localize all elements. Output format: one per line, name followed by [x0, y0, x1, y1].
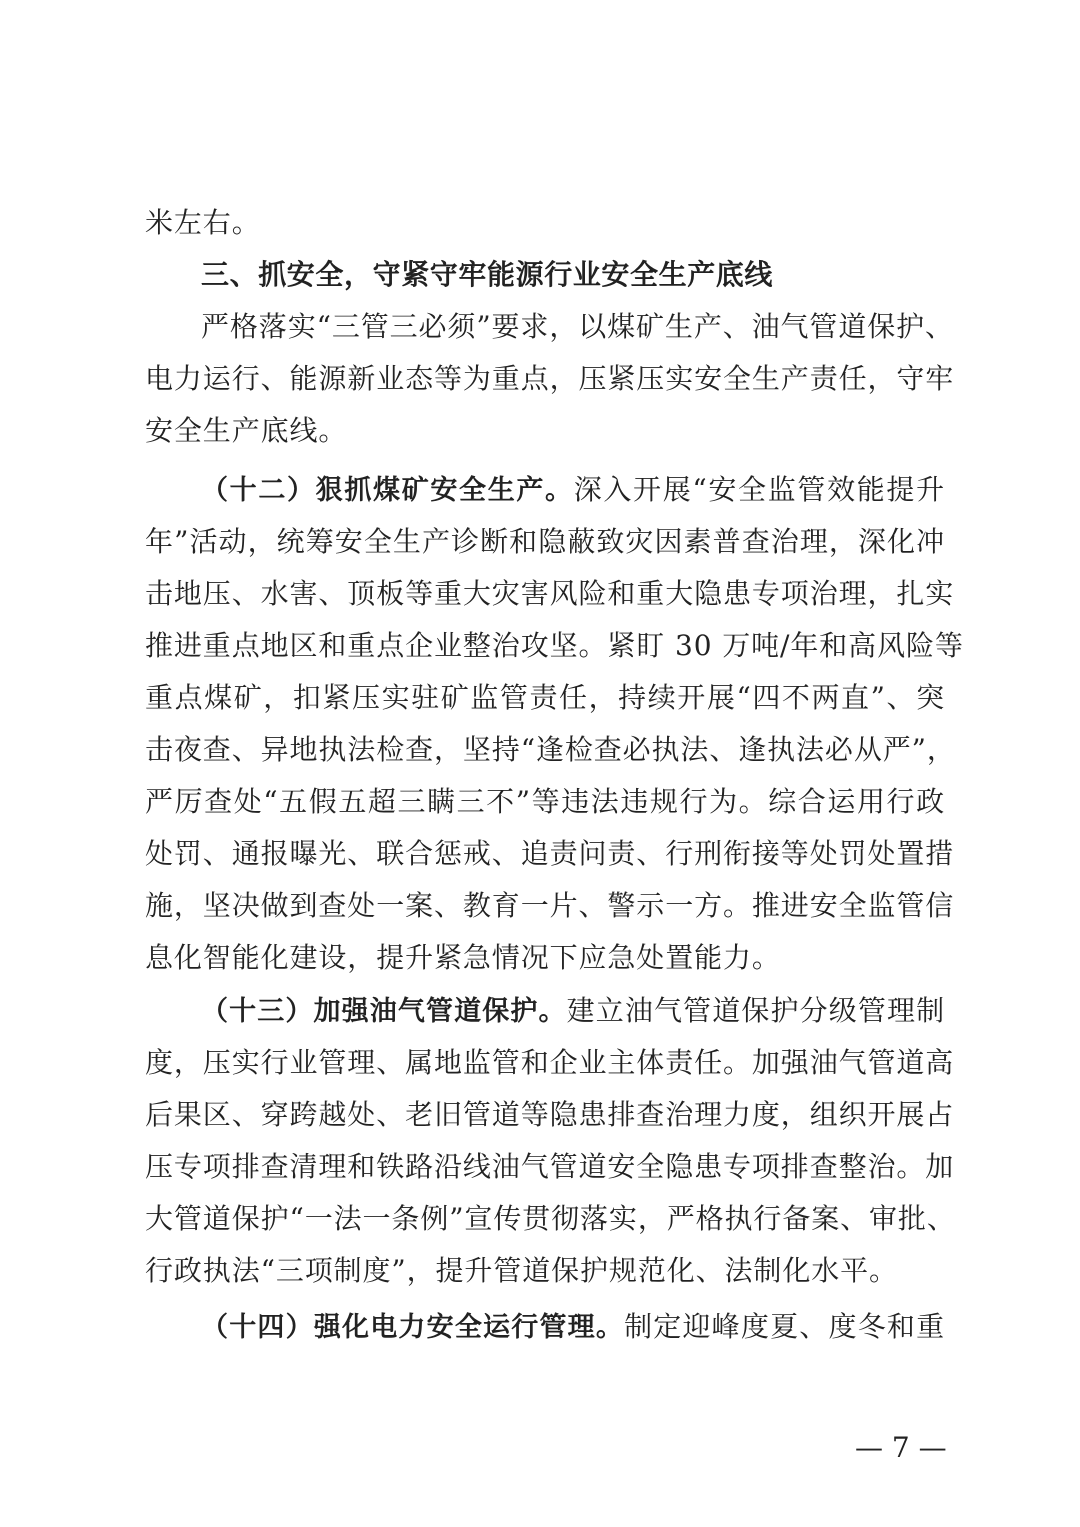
paragraph-line: [201, 470, 945, 510]
paragraph-line: 息化智能化建设，提升紧急情况下应急处置能力。: [145, 941, 781, 974]
paragraph-line: 击地压、水害、顶板等重大灾害风险和重大隐患专项治理，扎实: [145, 577, 955, 610]
paragraph-line: [201, 1307, 945, 1347]
paragraph-line: 度，压实行业管理、属地监管和企业主体责任。加强油气管道高: [145, 1046, 955, 1079]
item-14-text: 制定迎峰度夏、度冬和重: [624, 1310, 946, 1343]
paragraph-line: 严厉查处“五假五超三瞒三不”等违法违规行为。综合运用行政: [145, 785, 945, 818]
item-12-lead: （十二）狠抓煤矿安全生产。: [201, 475, 574, 506]
paragraph-line: 压专项排查清理和铁路沿线油气管道安全隐患专项排查整治。加: [145, 1150, 955, 1183]
paragraph-line: 处罚、通报曝光、联合惩戒、追责问责、行刑衔接等处罚处置措: [145, 837, 955, 870]
item-13-text: 建立油气管道保护分级管理制: [566, 994, 945, 1027]
paragraph-line: 行政执法“三项制度”，提升管道保护规范化、法制化水平。: [145, 1254, 898, 1287]
paragraph-line: 年”活动，统筹安全生产诊断和隐蔽致灾因素普查治理，深化冲: [145, 525, 945, 558]
page-number: — 7 —: [855, 1431, 947, 1464]
item-12-text: 深入开展“安全监管效能提升: [573, 473, 945, 506]
item-13-lead: （十三）加强油气管道保护。: [201, 996, 567, 1027]
paragraph-line: 米左右。: [145, 206, 261, 239]
paragraph-line: 电力运行、能源新业态等为重点，压紧压实安全生产责任，守牢: [145, 362, 955, 395]
paragraph-line: 大管道保护“一法一条例”宣传贯彻落实，严格执行备案、审批、: [145, 1202, 956, 1235]
paragraph-line: 推进重点地区和重点企业整治攻坚。紧盯 30 万吨/年和高风险等: [145, 629, 964, 662]
item-14-lead: （十四）强化电力安全运行管理。: [201, 1312, 625, 1343]
paragraph-line: 击夜查、异地执法检查，坚持“逢检查必执法、逢执法必从严”，: [145, 733, 956, 766]
paragraph-line: 后果区、穿跨越处、老旧管道等隐患排查治理力度，组织开展占: [145, 1098, 955, 1131]
paragraph-line: 安全生产底线。: [145, 414, 348, 447]
paragraph-line: 重点煤矿，扣紧压实驻矿监管责任，持续开展“四不两直”、突: [145, 681, 945, 714]
paragraph-line: [201, 991, 945, 1031]
section-heading: 三、抓安全，守紧守牢能源行业安全生产底线: [201, 258, 774, 291]
paragraph-line: 严格落实“三管三必须”要求，以煤矿生产、油气管道保护、: [201, 310, 954, 343]
paragraph-line: 施，坚决做到查处一案、教育一片、警示一方。推进安全监管信: [145, 889, 955, 922]
